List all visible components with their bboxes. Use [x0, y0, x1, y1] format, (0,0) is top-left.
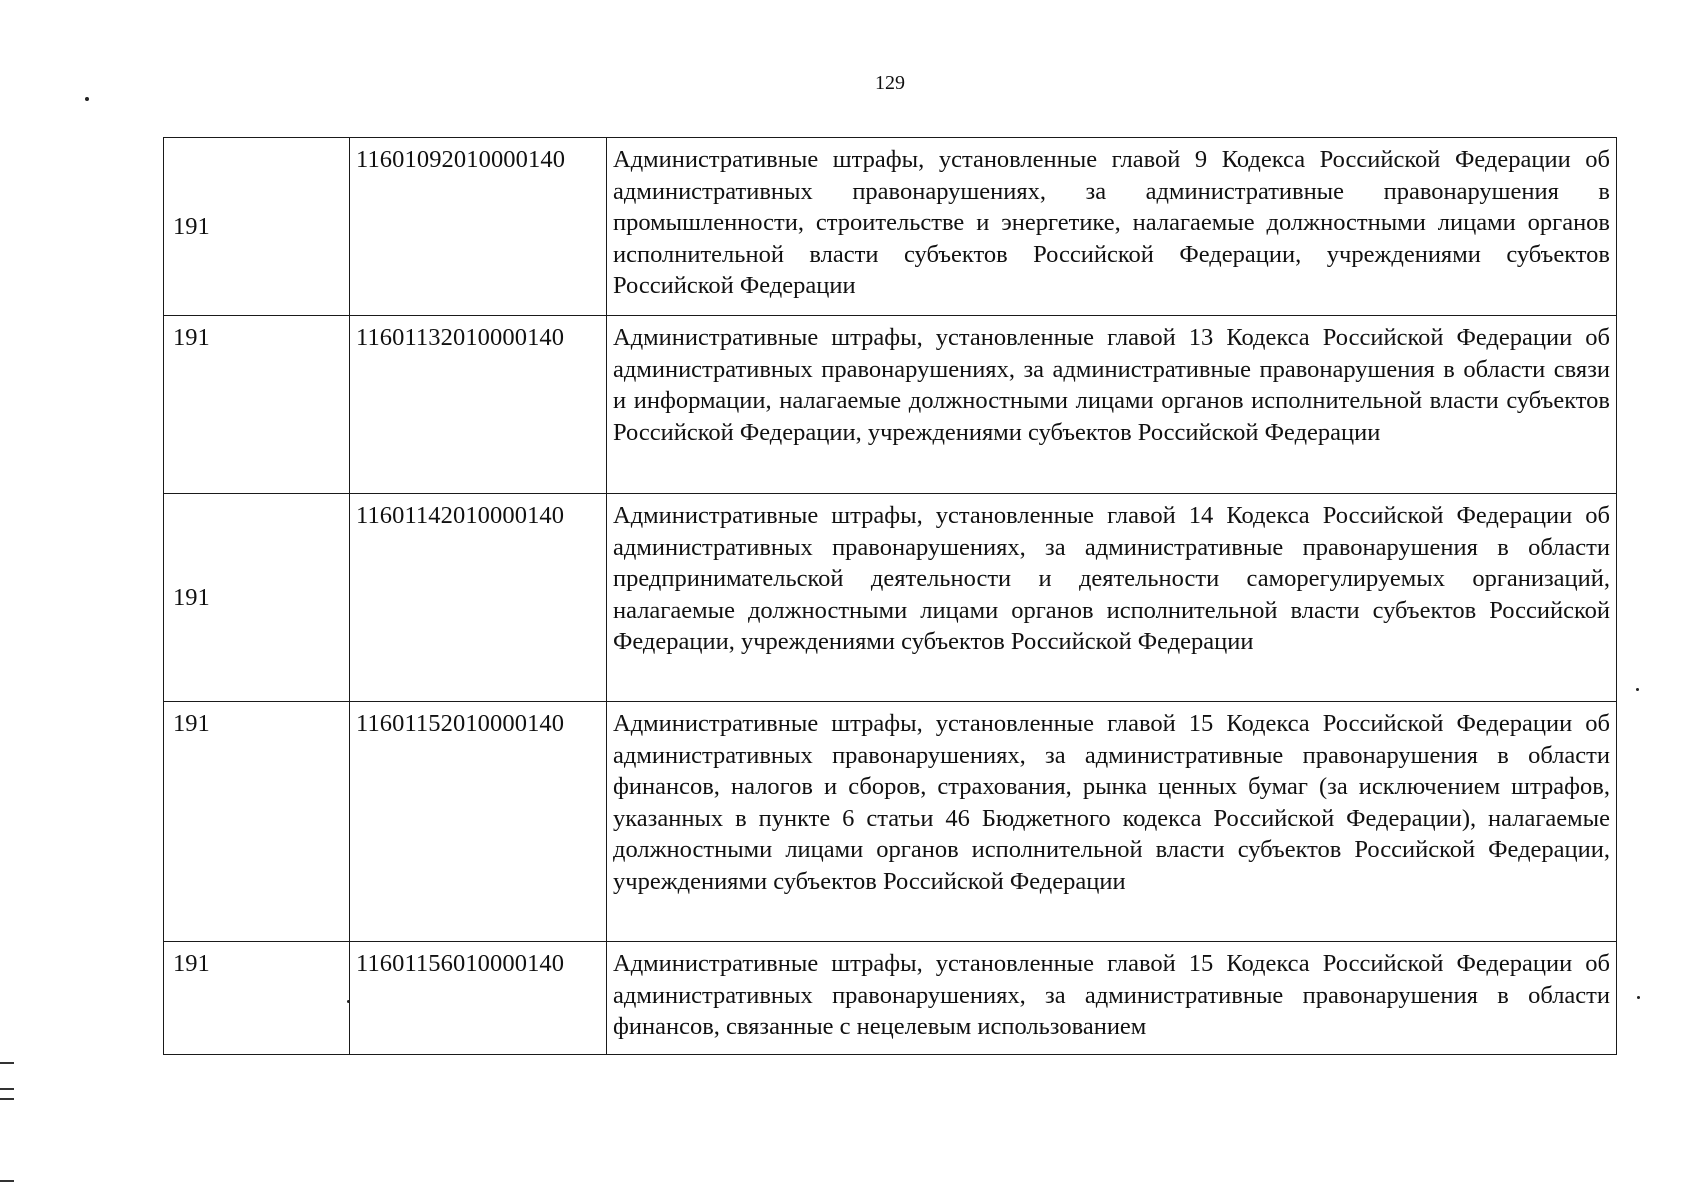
scan-speck	[1636, 688, 1639, 691]
scan-speck	[347, 1000, 350, 1003]
kbk-code-cell: 11601142010000140	[350, 494, 607, 702]
scan-edge-mark	[0, 1088, 14, 1090]
kbk-code-cell: 11601156010000140	[350, 942, 607, 1055]
scan-edge-mark	[0, 1062, 14, 1064]
description-cell: Административные штрафы, установленные главой 14 Кодекса Российской Федерации об административных правонарушениях, за административные правонарушения в области предпринимательской деятельности и деятельности саморегулируемых организаций, налагаемые должностными лицами органов исполнительной власти субъектов Российской Федерации, учреждениями субъектов Российской Федерации	[607, 494, 1617, 702]
description-cell: Административные штрафы, установленные главой 15 Кодекса Российской Федерации об административных правонарушениях, за административные правонарушения в области финансов, налогов и сборов, страхования, рынка ценных бумаг (за исключением штрафов, указанных в пункте 6 статьи 46 Бюджетного кодекса Российской Федерации), налагаемые должностными лицами органов исполнительной власти субъектов Российской Федерации, учреждениями субъектов Российской Федерации	[607, 702, 1617, 942]
scan-speck	[1637, 996, 1640, 999]
table-row	[164, 494, 1617, 702]
admin-code-cell: 191	[164, 702, 350, 942]
kbk-code-cell: 11601132010000140	[350, 316, 607, 494]
admin-code-cell: 191	[164, 138, 350, 316]
scan-edge-mark	[0, 1180, 14, 1182]
description-cell: Административные штрафы, установленные главой 9 Кодекса Российской Федерации об административных правонарушениях, за административные правонарушения в промышленности, строительстве и энергетике, налагаемые должностными лицами органов исполнительной власти субъектов Российской Федерации, учреждениями субъектов Российской Федерации	[607, 138, 1617, 316]
description-cell: Административные штрафы, установленные главой 15 Кодекса Российской Федерации об административных правонарушениях, за административные правонарушения в области финансов, связанные с нецелевым использованием	[607, 942, 1617, 1055]
table-row	[164, 316, 1617, 494]
admin-code-cell: 191	[164, 942, 350, 1055]
description-cell: Административные штрафы, установленные главой 13 Кодекса Российской Федерации об административных правонарушениях, за административные правонарушения в области связи и информации, налагаемые должностными лицами органов исполнительной власти субъектов Российской Федерации, учреждениями субъектов Российской Федерации	[607, 316, 1617, 494]
table-row	[164, 942, 1617, 1055]
admin-code-cell: 191	[164, 494, 350, 702]
kbk-code-cell: 11601092010000140	[350, 138, 607, 316]
page-number: 129	[875, 72, 905, 94]
kbk-code-cell: 11601152010000140	[350, 702, 607, 942]
scan-speck	[85, 97, 89, 101]
table-row	[164, 138, 1617, 316]
scan-edge-mark	[0, 1098, 14, 1100]
admin-code-cell: 191	[164, 316, 350, 494]
table-row	[164, 702, 1617, 942]
budget-codes-table	[163, 137, 1617, 1055]
